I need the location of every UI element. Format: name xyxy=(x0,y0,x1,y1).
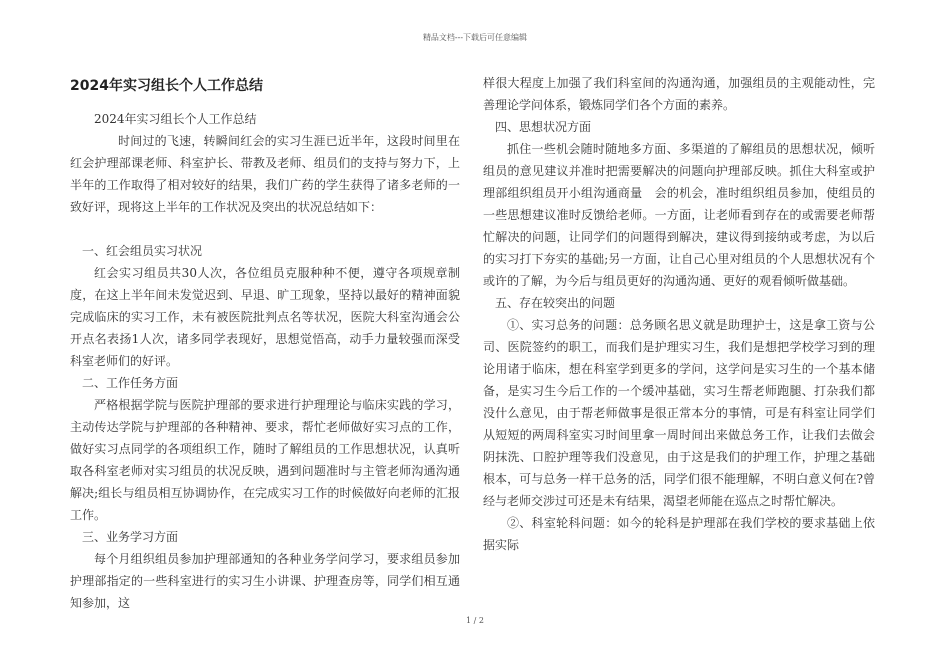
section-2-heading: 二、工作任务方面 xyxy=(82,376,179,390)
section-3-heading: 三、业务学习方面 xyxy=(82,530,179,544)
page-number: 1 / 2 xyxy=(466,616,484,625)
left-column xyxy=(70,72,460,614)
section-4-body: 抓住一些机会随时随地多方面、多渠道的了解组员的思想状况，倾听组员的意见建议并准时把需要解决的问题向护理部反映。抓住大科室或护理部组织组员开小组沟通商量 会的机会，准时组织组员参加，使组员的一些思想建议准时反馈给老师。一方面，让老师看到存在的或需要老师帮忙解决的问题，让同学们的问题得到解决，建议得到接纳或考虑，为以后的实习打下夯实的基础;另一方面，让自己心里对组员的个人思想状况有个或许的了解，为今后与组员更好的沟通沟通、更好的观看倾听做基础。 xyxy=(483,142,875,288)
page-header: 精品文档---下载后可任意编辑 xyxy=(422,33,528,42)
right-column xyxy=(483,72,875,556)
section-5-item-2: ②、科室轮科问题：如今的轮科是护理部在我们学校的要求基础上依据实际 xyxy=(483,516,875,552)
section-1-heading: 一、红会组员实习状况 xyxy=(82,244,203,258)
section-3-continued: 样很大程度上加强了我们科室间的沟通沟通，加强组员的主观能动性，完善理论学问体系，锻炼同学们各个方面的素养。 xyxy=(483,76,875,112)
intro-paragraph: 时间过的飞速，转瞬间红会的实习生涯已近半年，这段时间里在红会护理部课老师、科室护长、带教及老师、组员们的支持与努力下，上半年的工作取得了相对较好的结果，我们广药的学生获得了诸多老师的一致好评，现将这上半年的工作状况及突出的状况总结如下： xyxy=(70,134,460,214)
document-subtitle: 2024年实习组长个人工作总结 xyxy=(94,112,257,126)
document-title: 2024年实习组长个人工作总结 xyxy=(70,78,263,94)
section-1-body: 红会实习组员共30人次，各位组员克服种种不便，遵守各项规章制度，在这上半年间未发觉迟到、早退、旷工现象，坚持以最好的精神面貌完成临床的实习工作，未有被医院批判点名等状况，医院大科室沟通会公开点名表扬1人次，诸多同学表现好，思想觉悟高，动手力量较强而深受科室老师们的好评。 xyxy=(70,266,460,368)
section-3-body: 每个月组织组员参加护理部通知的各种业务学问学习，要求组员参加护理部指定的一些科室进行的实习生小讲课、护理查房等，同学们相互通知参加，这 xyxy=(70,552,460,610)
section-5-item-1: ①、实习总务的问题：总务顾名思义就是助理护士，这是拿工资与公司、医院签约的职工，而我们是护理实习生，我们是想把学校学习到的理论用诸于临床，想在科室学到更多的学问，这学问是实习生的一个基本储备，是实习生今后工作的一个缓冲基础，实习生帮老师跑腿、打杂我们都没什么意见，由于帮老师做事是很正常本分的事情，可是有科室让同学们从短短的两周科室实习时间里拿一周时间出来做总务工作，让我们去做会阴抹洗、口腔护理等我们没意见，由于这是我们的护理工作，护理之基础根本，可与总务一样干总务的活，同学们很不能理解，不明白意义何在?曾经与老师交涉过可还是未有结果，渴望老师能在巡点之时帮忙解决。 xyxy=(483,318,875,508)
section-5-heading: 五、存在较突出的问题 xyxy=(495,296,616,310)
section-2-body: 严格根据学院与医院护理部的要求进行护理理论与临床实践的学习，主动传达学院与护理部的各种精神、要求，帮忙老师做好实习点的工作，做好实习点同学的各项组织工作，随时了解组员的工作思想状况，认真听取各科室老师对实习组员的状况反映，遇到问题准时与主管老师沟通沟通解决;组长与组员相互协调协作，在完成实习工作的时候做好向老师的汇报工作。 xyxy=(70,398,460,522)
spacer xyxy=(70,218,460,240)
section-4-heading: 四、思想状况方面 xyxy=(495,120,592,134)
